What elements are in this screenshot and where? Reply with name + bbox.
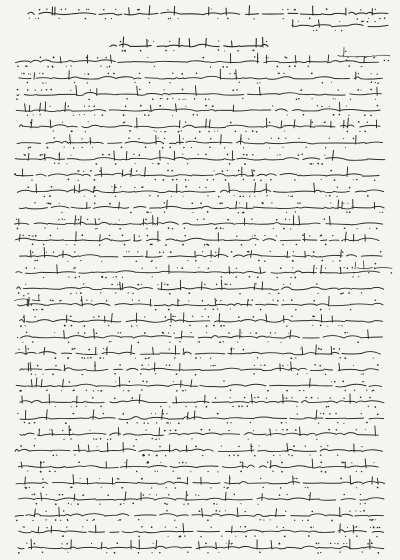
heading-lines — [28, 6, 388, 32]
body-text — [14, 53, 384, 554]
basmala-line — [110, 37, 268, 52]
marginal-notes — [15, 48, 393, 306]
